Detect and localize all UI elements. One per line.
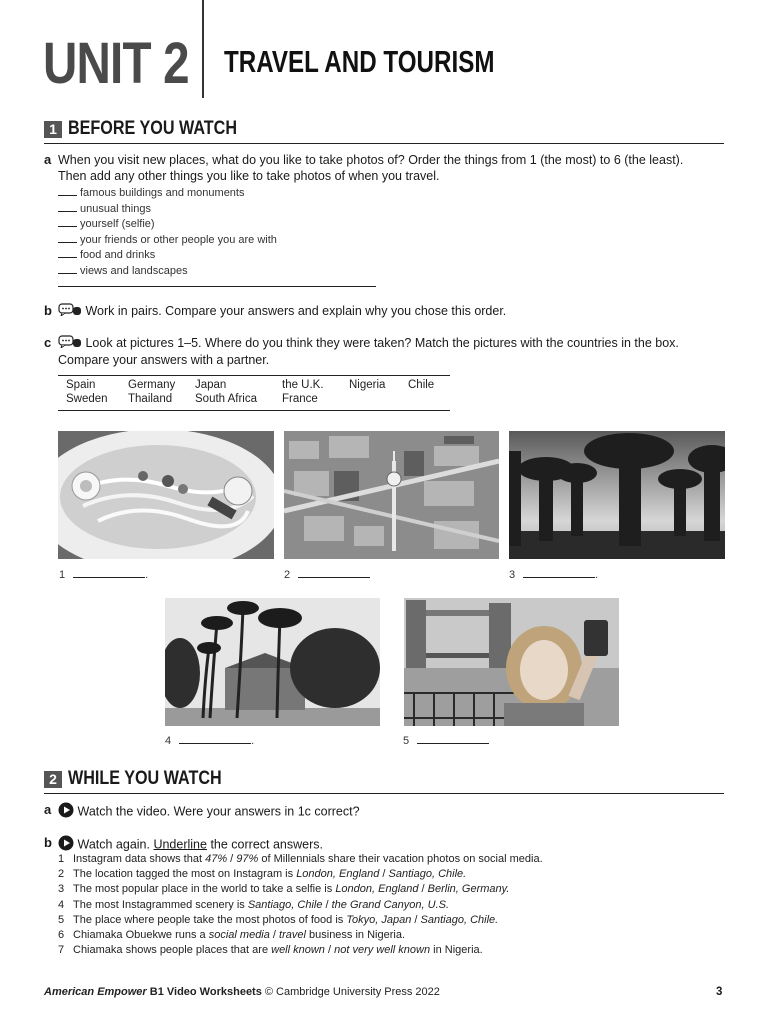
answer-blank[interactable] xyxy=(73,567,145,578)
answer-option[interactable]: 47% xyxy=(205,853,228,865)
photo-1-noodle-bowl xyxy=(58,431,274,559)
list-item[interactable]: yourself (selfie) xyxy=(58,216,277,232)
question-letter-a: a xyxy=(44,152,52,167)
question-2a-text: Watch the video. Were your answers in 1c correct? xyxy=(77,804,360,819)
answer-option[interactable]: Santiago, Chile. xyxy=(388,868,467,881)
answer-option[interactable]: Santiago, Chile. xyxy=(420,913,499,926)
question-letter-a: a xyxy=(44,802,52,817)
speech-bubbles-icon xyxy=(58,303,82,320)
list-item: 1 Instagram data shows that 47% / 97% of Millennials share their vacation photos on social media. xyxy=(58,853,543,865)
footer-book-title: American Empower xyxy=(44,986,147,998)
answer-option[interactable]: travel xyxy=(279,929,306,942)
picture-1-answer[interactable]: 1 . xyxy=(59,569,149,581)
answer-option[interactable]: the Grand Canyon, U.S. xyxy=(331,898,450,911)
list-item[interactable]: unusual things xyxy=(58,201,277,217)
country-word: Japan xyxy=(195,379,227,391)
answer-blank[interactable] xyxy=(298,567,370,578)
list-item: 3 The most popular place in the world to take a selfie is London, England / Berlin, Germany. xyxy=(58,883,510,896)
list-item: 5 The place where people take the most photos of food is Tokyo, Japan / Santiago, Chile. xyxy=(58,913,499,926)
question-letter-c: c xyxy=(44,335,52,350)
picture-4-answer[interactable]: 4 . xyxy=(165,735,255,747)
answer-option[interactable]: London, England xyxy=(296,868,380,881)
answer-blank[interactable] xyxy=(58,247,77,258)
answer-blank[interactable] xyxy=(58,216,77,227)
list-item[interactable]: views and landscapes xyxy=(58,263,277,279)
answer-option[interactable]: Tokyo, Japan xyxy=(346,913,412,926)
while-watching-items xyxy=(58,852,718,958)
question-letter-b: b xyxy=(44,835,52,850)
country-word: Nigeria xyxy=(349,379,386,391)
list-item[interactable]: famous buildings and monuments xyxy=(58,185,277,201)
country-word: the U.K. xyxy=(282,379,324,391)
question-2b-underline-word: Underline xyxy=(153,837,207,852)
answer-blank[interactable] xyxy=(417,733,489,744)
answer-blank[interactable] xyxy=(58,232,77,243)
country-word: Germany xyxy=(128,379,176,391)
section-heading-while-you-watch xyxy=(44,768,724,794)
footer xyxy=(44,986,440,998)
question-letter-b: b xyxy=(44,303,52,318)
photo-5-selfie-bridge xyxy=(404,598,619,726)
unit-title: UNIT 2 xyxy=(43,31,189,96)
country-word: France xyxy=(282,393,318,405)
answer-blank[interactable] xyxy=(58,263,77,274)
answer-option[interactable]: Berlin, Germany. xyxy=(427,883,510,896)
list-item: 2 The location tagged the most on Instagram is London, England / Santiago, Chile. xyxy=(58,868,467,881)
question-2b-text1: Watch again. xyxy=(77,837,154,852)
picture-5-answer[interactable]: 5 xyxy=(403,733,489,747)
question-1a-line1: When you visit new places, what do you like to take photos of? Order the things from 1 (the most) to 6 (the least). xyxy=(58,153,684,167)
answer-option[interactable]: not very well known xyxy=(334,944,431,957)
list-item[interactable]: food and drinks xyxy=(58,247,277,263)
question-1c-line1: Look at pictures 1–5. Where do you think they were taken? Match the pictures with the countries in the box. xyxy=(85,336,679,350)
answer-blank[interactable] xyxy=(58,185,77,196)
photo-3-baobab-trees xyxy=(509,431,725,559)
footer-copyright: © Cambridge University Press 2022 xyxy=(261,986,440,998)
answer-option[interactable]: London, England xyxy=(335,883,419,896)
list-item: 7 Chiamaka shows people places that are well known / not very well known in Nigeria. xyxy=(58,944,483,957)
country-word: Chile xyxy=(408,379,435,391)
picture-2-answer[interactable]: 2 xyxy=(284,567,370,581)
question-1c-line2: Compare your answers with a partner. xyxy=(58,353,270,368)
ranking-options-list xyxy=(58,185,277,279)
picture-3-answer[interactable]: 3 . xyxy=(509,569,599,581)
country-word: South Africa xyxy=(195,393,258,405)
page-number: 3 xyxy=(716,986,723,998)
section-heading-before-you-watch xyxy=(44,118,724,144)
section-title: BEFORE YOU WATCH xyxy=(68,118,237,139)
section-title: WHILE YOU WATCH xyxy=(68,768,222,789)
list-item[interactable]: your friends or other people you are with xyxy=(58,232,277,248)
country-word: Sweden xyxy=(66,393,108,405)
question-1c xyxy=(58,335,723,368)
countries-box xyxy=(58,375,450,411)
speech-bubbles-icon xyxy=(58,335,82,352)
answer-option[interactable]: social media xyxy=(208,929,270,942)
photo-2-city-tv-tower xyxy=(284,431,499,559)
footer-level: B1 Video Worksheets xyxy=(146,986,262,998)
title-divider xyxy=(202,0,204,98)
answer-option[interactable]: 97% xyxy=(236,853,259,865)
answer-blank[interactable] xyxy=(523,567,595,578)
country-word: Spain xyxy=(66,379,96,391)
question-1a-text xyxy=(58,152,723,184)
question-1a-line2: Then add any other things you like to take photos of when you travel. xyxy=(58,169,440,183)
question-2a xyxy=(58,802,723,822)
question-1b xyxy=(58,303,723,320)
section-number: 1 xyxy=(44,121,62,138)
topic-title: TRAVEL AND TOURISM xyxy=(224,44,495,79)
extra-answer-line[interactable] xyxy=(58,286,376,287)
list-item: 4 The most Instagrammed scenery is Santiago, Chile / the Grand Canyon, U.S. xyxy=(58,898,450,911)
photo-4-palm-trees xyxy=(165,598,380,726)
answer-option[interactable]: well known xyxy=(271,944,325,957)
question-1b-text: Work in pairs. Compare your answers and explain why you chose this order. xyxy=(85,304,507,318)
country-word: Thailand xyxy=(128,393,173,405)
answer-option[interactable]: Santiago, Chile xyxy=(247,898,323,911)
answer-blank[interactable] xyxy=(179,733,251,744)
question-2b-text2: the correct answers. xyxy=(206,837,323,852)
list-item: 6 Chiamaka Obuekwe runs a social media / travel business in Nigeria. xyxy=(58,929,406,942)
play-video-icon[interactable] xyxy=(58,802,74,822)
section-number: 2 xyxy=(44,771,62,788)
answer-blank[interactable] xyxy=(58,201,77,212)
